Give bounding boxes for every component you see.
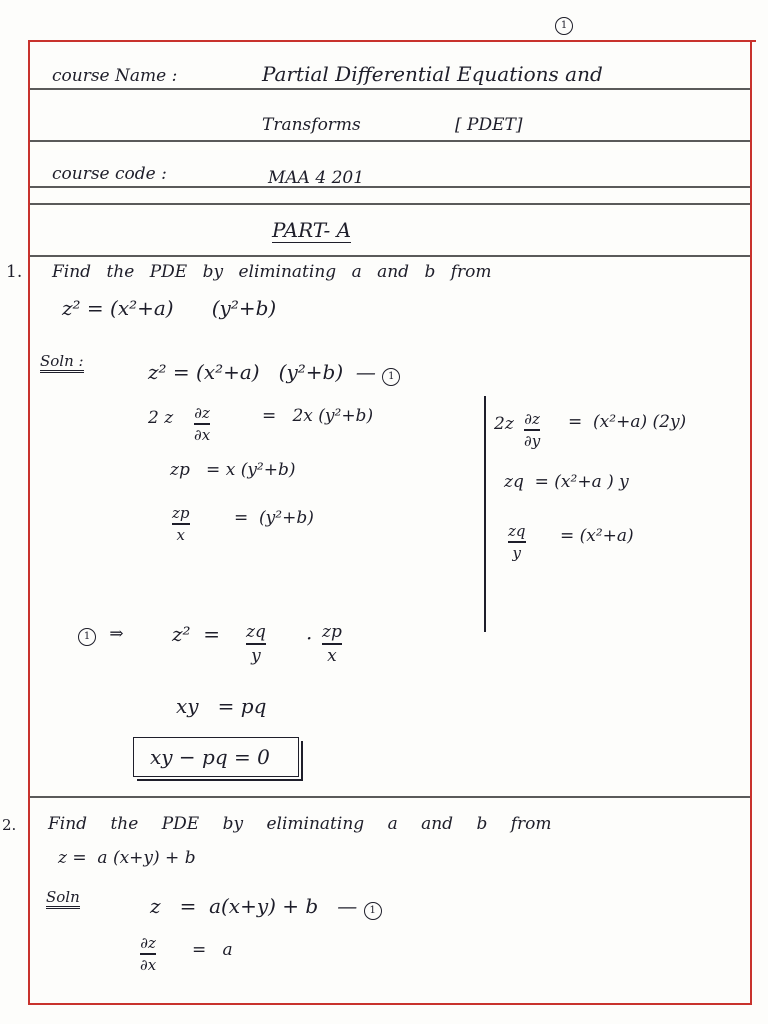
fraction-bar xyxy=(322,643,342,645)
q1-right-s1-den: ∂y xyxy=(524,431,541,450)
q2-d-num: ∂z xyxy=(140,934,156,952)
fraction-bar xyxy=(246,643,266,645)
q2-eq1 xyxy=(150,894,382,920)
q2-d-den: ∂x xyxy=(140,955,157,974)
q1-number: 1. xyxy=(6,262,23,282)
q1-sub-ref-circle: 1 xyxy=(78,628,96,646)
frame-right-line xyxy=(750,40,752,1005)
header-rule-4 xyxy=(30,203,750,205)
fraction-bar xyxy=(508,541,526,543)
q1-sub-f2 xyxy=(322,622,342,666)
q1-right-s1-frac xyxy=(524,410,540,450)
q1-sub-lhs: z² = xyxy=(172,622,221,646)
q1-sub-dot: · xyxy=(306,626,313,650)
q1-right-s3-frac xyxy=(508,522,526,562)
frame-top-line xyxy=(28,40,756,42)
course-name-value-line2: Transforms xyxy=(262,115,361,135)
section-title: PART- A xyxy=(272,218,352,242)
q1-right-s3-den: y xyxy=(512,543,521,562)
question-separator xyxy=(30,796,750,798)
q2-eq1-ref: 1 xyxy=(364,902,382,920)
q1-sub-arrow: ⇒ xyxy=(109,624,124,644)
q1-left-s1-prefix: 2 z xyxy=(148,408,174,428)
fraction-bar xyxy=(172,523,190,525)
q1-right-s3-rhs: = (x²+a) xyxy=(560,526,634,546)
q1-given: z² = (x²+a) (y²+b) xyxy=(62,296,277,320)
q1-question: Find the PDE by eliminating a and b from xyxy=(52,262,492,282)
q1-right-s1-num: ∂z xyxy=(524,410,540,428)
q2-number: 2. xyxy=(2,816,17,834)
q1-answer: xy − pq = 0 xyxy=(150,745,270,769)
q1-left-s2: zp = x (y²+b) xyxy=(170,460,296,480)
fraction-bar xyxy=(524,429,540,431)
course-code-short: [ PDET] xyxy=(455,115,523,135)
q1-right-s2: zq = (x²+a ) y xyxy=(504,472,629,492)
frame-bottom-line xyxy=(28,1003,752,1005)
q2-question: Find the PDE by eliminating a and b from xyxy=(48,814,552,834)
q1-eq1-text: z² = (x²+a) (y²+b) — xyxy=(148,360,376,384)
q2-d-rhs: = a xyxy=(192,940,233,960)
q1-soln-label: Soln : xyxy=(40,352,84,373)
q2-eq1-text: z = a(x+y) + b — xyxy=(150,894,358,918)
q1-left-s3-frac xyxy=(172,504,190,544)
q1-sub-f1-num: zq xyxy=(246,622,266,642)
q1-sub-ref xyxy=(78,624,124,646)
q1-eq1-ref: 1 xyxy=(382,368,400,386)
page-number: 1 xyxy=(555,14,573,35)
header-rule-2 xyxy=(30,140,750,142)
q1-sub-f2-num: zp xyxy=(322,622,342,642)
fraction-bar xyxy=(194,423,210,425)
q1-step-xy: xy = pq xyxy=(176,694,267,718)
q1-right-s1-prefix: 2z xyxy=(494,414,514,434)
frame-left-line xyxy=(28,40,30,1005)
header-rule-3 xyxy=(30,186,750,188)
header-rule-5 xyxy=(30,255,750,257)
q1-left-s1-num: ∂z xyxy=(194,404,210,422)
q1-left-s3-rhs: = (y²+b) xyxy=(234,508,314,528)
q1-eq1 xyxy=(148,360,400,386)
q1-right-s3-num: zq xyxy=(508,522,526,540)
course-name-value: Partial Differential Equations and xyxy=(262,62,603,86)
q1-sub-f2-den: x xyxy=(327,645,337,666)
q1-right-s1-rhs: = (x²+a) (2y) xyxy=(568,412,687,432)
course-code-label: course code : xyxy=(52,164,167,184)
q1-sub-f1-den: y xyxy=(251,645,261,666)
q1-left-s3-num: zp xyxy=(172,504,190,522)
q1-sub-f1 xyxy=(246,622,266,666)
q1-left-s1-rhs: = 2x (y²+b) xyxy=(262,406,374,426)
course-name-label: course Name : xyxy=(52,66,178,86)
q1-left-s3-den: x xyxy=(176,525,185,544)
q2-d-frac xyxy=(140,934,156,974)
q1-left-s1-den: ∂x xyxy=(194,425,211,444)
column-divider xyxy=(484,396,486,632)
q2-soln-label: Soln xyxy=(46,888,80,909)
q1-left-s1-frac xyxy=(194,404,210,444)
fraction-bar xyxy=(140,953,156,955)
q2-given: z = a (x+y) + b xyxy=(58,848,196,868)
header-rule-1 xyxy=(30,88,750,90)
course-code-value: MAA 4 201 xyxy=(268,168,365,188)
